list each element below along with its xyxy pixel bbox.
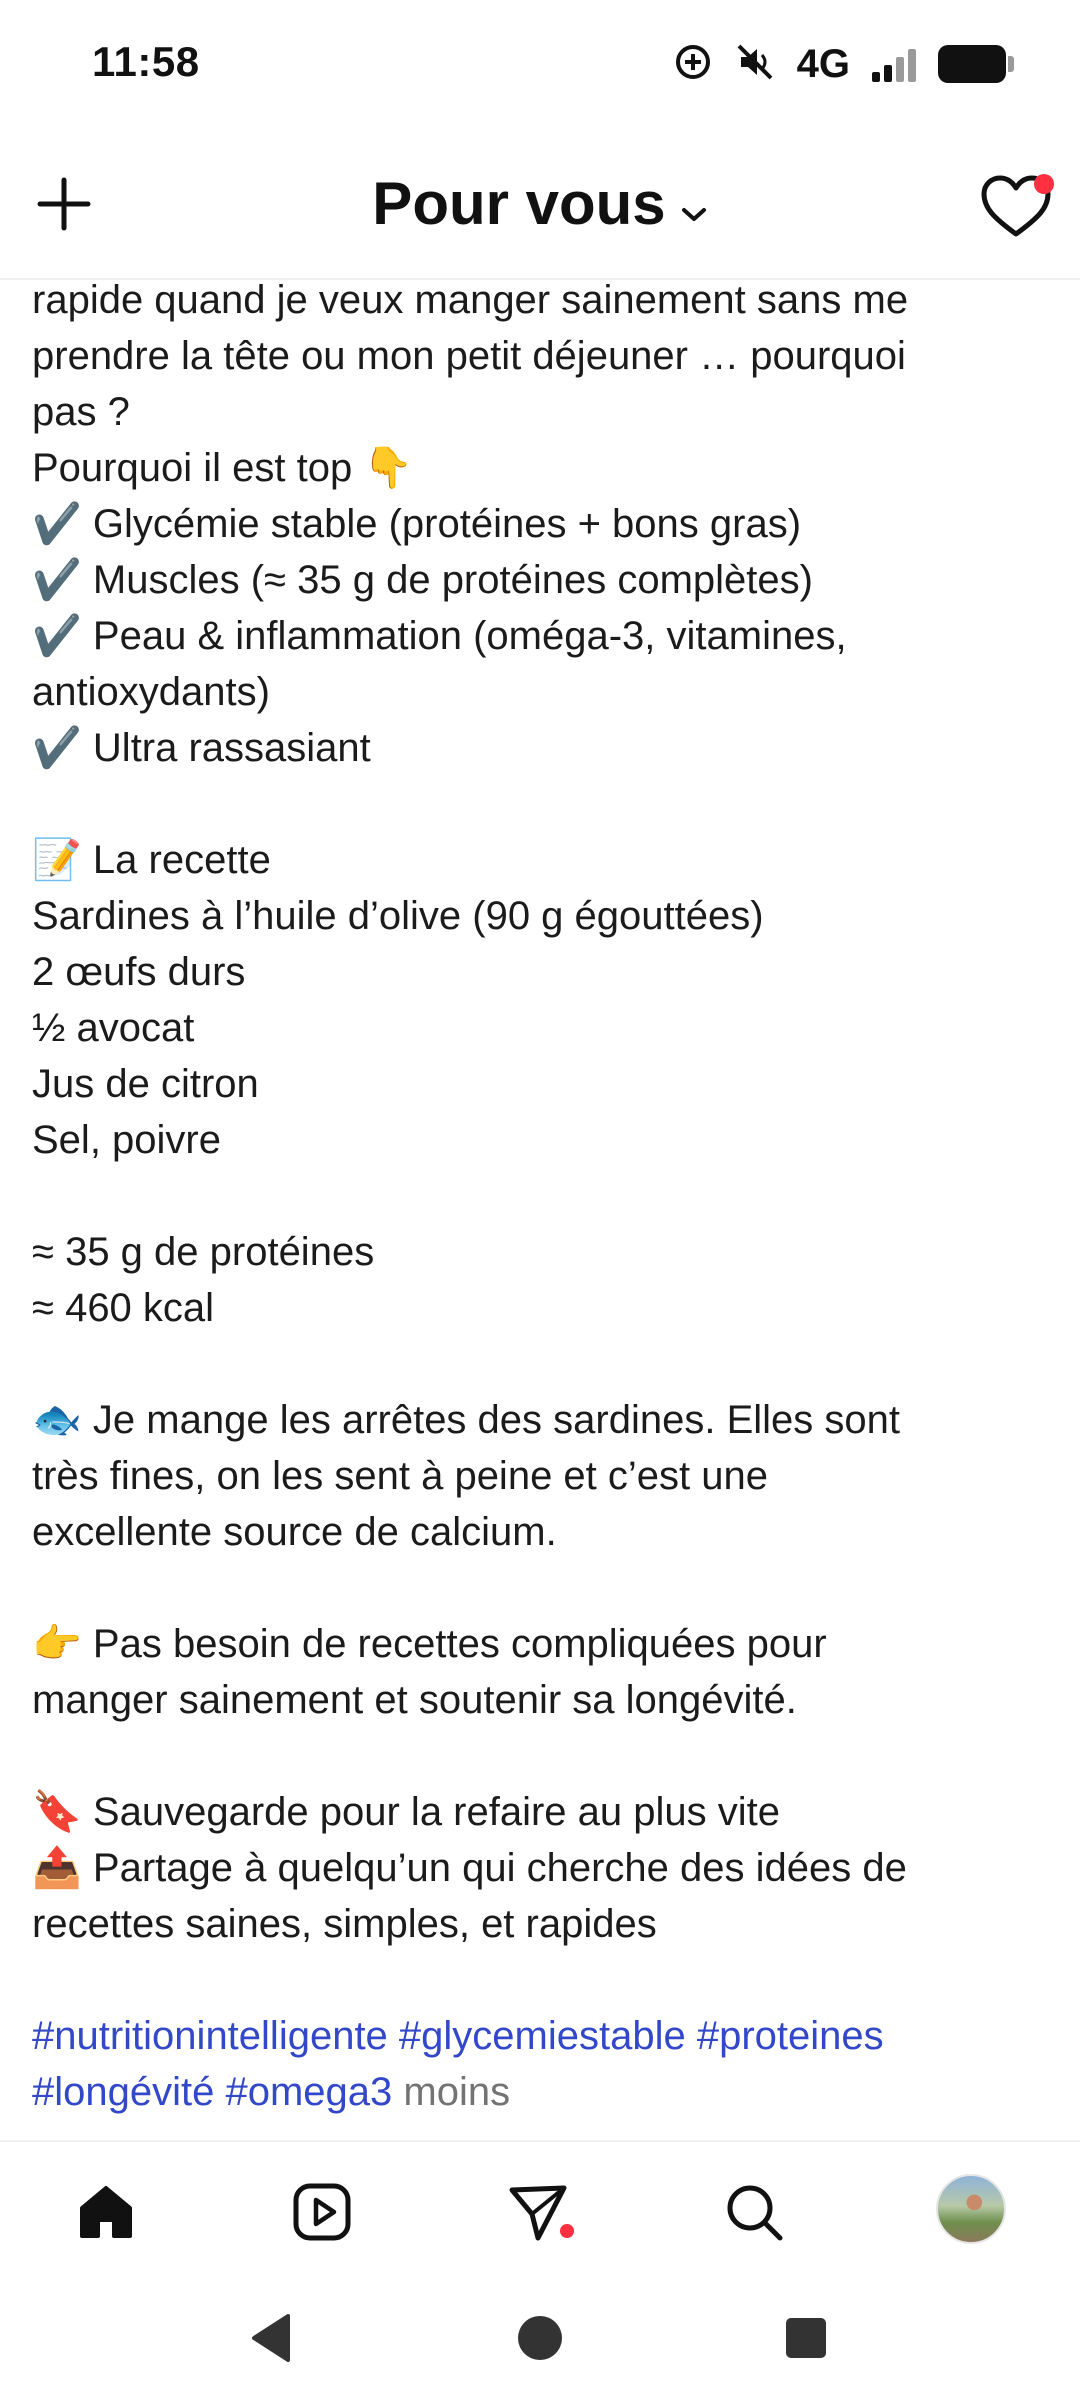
- caption-line: 📤 Partage à quelqu’un qui cherche des idées de: [32, 1846, 907, 1890]
- less-button[interactable]: moins: [403, 2070, 511, 2114]
- caption-line: ✔️ Muscles (≈ 35 g de protéines complètes): [32, 558, 813, 602]
- mute-icon: [735, 42, 775, 87]
- notification-dot: [1034, 174, 1054, 194]
- home-icon[interactable]: [66, 2172, 146, 2252]
- search-icon[interactable]: [714, 2172, 794, 2252]
- caption-blank-line: [32, 1168, 1052, 1224]
- network-type-label: 4G: [796, 42, 850, 86]
- bottom-navigation: [0, 2140, 1080, 2282]
- hashtag-line[interactable]: #nutritionintelligente #glycemiestable #proteines: [32, 2014, 884, 2058]
- caption-line: ≈ 460 kcal: [32, 1286, 215, 1330]
- caption-line: Sardines à l’huile d’olive (90 g égouttées): [32, 894, 764, 938]
- caption-line: ✔️ Glycémie stable (protéines + bons gras): [32, 502, 802, 546]
- caption-blank-line: [32, 1728, 1052, 1784]
- status-time: 11:58: [92, 38, 200, 85]
- chevron-down-icon[interactable]: [680, 167, 708, 243]
- reels-icon[interactable]: [282, 2172, 362, 2252]
- feed-header: [0, 130, 1080, 280]
- data-saver-icon: [673, 42, 713, 87]
- status-bar: [0, 0, 1080, 130]
- caption-line: recettes saines, simples, et rapides: [32, 1902, 657, 1946]
- caption-line: 🔖 Sauvegarde pour la refaire au plus vite: [32, 1790, 781, 1834]
- hashtag-links[interactable]: #longévité #omega3: [32, 2070, 393, 2114]
- caption-line: ✔️ Peau & inflammation (oméga-3, vitamines,: [32, 614, 847, 658]
- caption-line: manger sainement et soutenir sa longévité.: [32, 1678, 797, 1722]
- status-icons: [673, 42, 1014, 86]
- caption-line: ✔️ Ultra rassasiant: [32, 726, 371, 770]
- battery-icon: [938, 45, 1014, 83]
- post-caption: [32, 272, 1052, 2140]
- signal-icon: [872, 46, 916, 82]
- caption-line: 👉 Pas besoin de recettes compliquées pour: [32, 1622, 827, 1666]
- caption-line: très fines, on les sent à peine et c’est une: [32, 1454, 768, 1498]
- caption-line: ≈ 35 g de protéines: [32, 1230, 375, 1274]
- caption-line: 🐟 Je mange les arrêtes des sardines. Elles sont: [32, 1398, 900, 1442]
- page-title[interactable]: Pour vous: [372, 170, 666, 237]
- caption-blank-line: [32, 1952, 1052, 2008]
- caption-blank-line: [32, 1336, 1052, 1392]
- caption-line: excellente source de calcium.: [32, 1510, 557, 1554]
- messages-notification-dot: [560, 2224, 574, 2238]
- hashtag-line: [32, 2064, 1052, 2120]
- back-icon[interactable]: [248, 2312, 292, 2369]
- caption-line: 2 œufs durs: [32, 950, 246, 994]
- caption-line: rapide quand je veux manger sainement sans me: [32, 278, 909, 322]
- caption-line: prendre la tête ou mon petit déjeuner … pourquoi: [32, 334, 906, 378]
- caption-blank-line: [32, 776, 1052, 832]
- caption-line: Pourquoi il est top 👇: [32, 446, 414, 490]
- direct-messages-icon[interactable]: [498, 2172, 578, 2252]
- caption-line: antioxydants): [32, 670, 270, 714]
- system-navigation: [0, 2280, 1080, 2400]
- caption-line: Jus de citron: [32, 1062, 259, 1106]
- caption-blank-line: [32, 1560, 1052, 1616]
- caption-line: 📝 La recette: [32, 838, 271, 882]
- recents-icon[interactable]: [786, 2318, 826, 2358]
- caption-line: ½ avocat: [32, 1006, 195, 1050]
- feed-selector[interactable]: [0, 166, 1080, 243]
- caption-line: Sel, poivre: [32, 1118, 221, 1162]
- profile-avatar[interactable]: [936, 2174, 1006, 2244]
- caption-line: pas ?: [32, 390, 130, 434]
- home-circle-icon[interactable]: [518, 2316, 562, 2360]
